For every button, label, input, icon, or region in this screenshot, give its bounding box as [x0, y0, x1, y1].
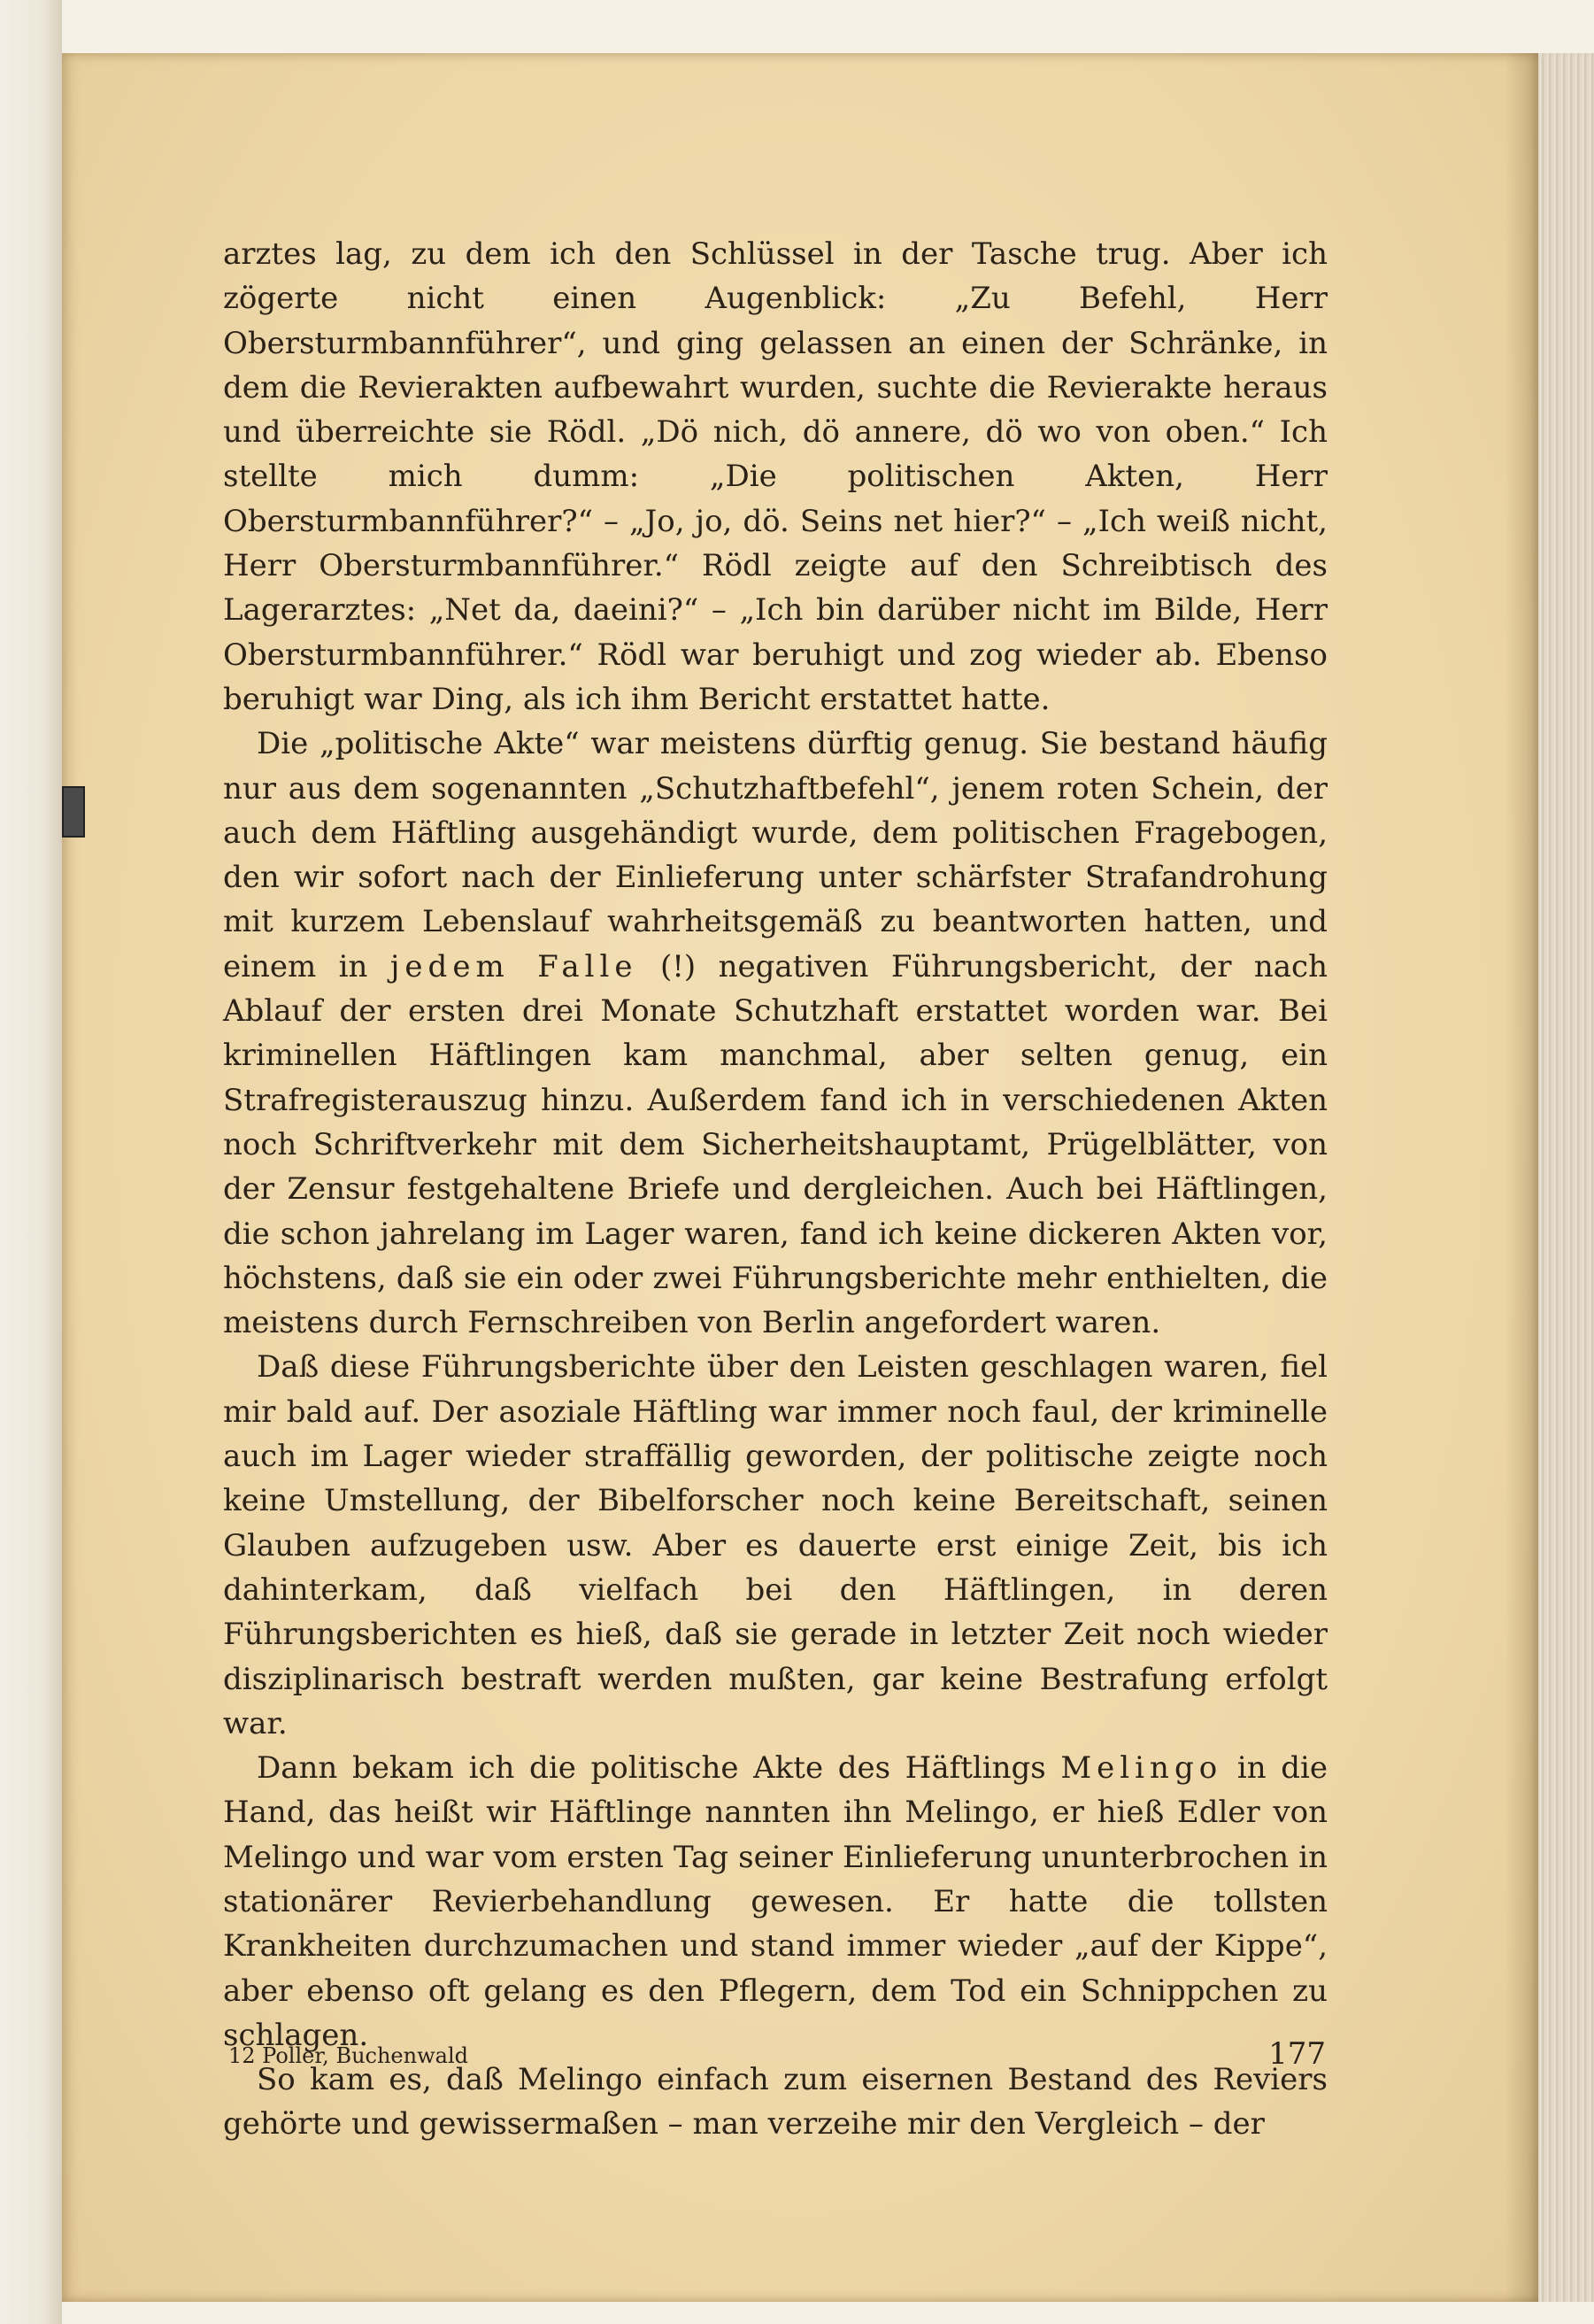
- page-shadow: [1505, 53, 1540, 2302]
- printer-signature: 12 Poller, Buchenwald: [228, 2043, 468, 2068]
- emphasis-spaced: jedem Falle: [389, 948, 638, 984]
- text-segment: Daß diese Führungsberichte über den Leisten geschlagen waren, fiel mir bald auf. Der asoziale Häftling war immer noch faul, der kriminelle auch im Lager wieder straffällig geworden, der politische zeigte noch keine Umstellung, der Bibelforscher noch keine Bereitschaft, seinen Glauben aufzugeben usw. Aber es dauerte erst einige Zeit, bis ich dahinterkam, daß vielfach bei den Häftlingen, in deren Führungsberichten es hieß, daß sie gerade in letzter Zeit noch wieder disziplinarisch bestraft werden mußten, gar keine Bestrafung erfolgt war.: [223, 1349, 1328, 1741]
- text-segment: Dann bekam ich die politische Akte des Häftlings: [257, 1750, 1061, 1787]
- text-segment: in die Hand, das heißt wir Häftlinge nannten ihn Melingo, er hieß Edler von Melingo und war vom ersten Tag seiner Einlieferung ununterbrochen in stationärer Revierbehandlung gewesen. Er hatte die tollsten Krankheiten durchzumachen und stand immer wieder „auf der Kippe“, aber ebenso oft gelang es den Pflegern, dem Tod ein Schnippchen zu schlagen.: [223, 1750, 1328, 2053]
- text-segment: (!) negativen Führungsbericht, der nach Ablauf der ersten drei Monate Schutzhaft erstattet worden war. Bei kriminellen Häftlingen kam manchmal, aber selten genug, ein Strafregisterauszug hinzu. Außerdem fand ich in verschiedenen Akten noch Schriftverkehr mit dem Sicherheitshauptamt, Prügelblätter, von der Zensur festgehaltene Briefe und dergleichen. Auch bei Häftlingen, die schon jahrelang im Lager waren, fand ich keine dickeren Akten vor, höchstens, daß sie ein oder zwei Führungsberichte mehr enthielten, die meistens durch Fernschreiben von Berlin angefordert waren.: [223, 948, 1328, 1341]
- margin-marker: [62, 786, 85, 838]
- page-footer: [228, 2036, 1326, 2072]
- page-number: 177: [1268, 2036, 1326, 2072]
- paragraph: [223, 1345, 1328, 1746]
- text-segment: arztes lag, zu dem ich den Schlüssel in der Tasche trug. Aber ich zögerte nicht einen Augenblick: „Zu Befehl, Herr Obersturmbannführer“, und ging gelassen an einen der Schränke, in dem die Revierakten aufbewahrt wurden, suchte die Revierakte heraus und überreichte sie Rödl. „Dö nich, dö annere, dö wo von oben.“ Ich stellte mich dumm: „Die politischen Akten, Herr Obersturmbannführer?“ – „Jo, jo, dö. Seins net hier?“ – „Ich weiß nicht, Herr Obersturmbannführer.“ Rödl zeigte auf den Schreibtisch des Lagerarztes: „Net da, daeini?“ – „Ich bin darüber nicht im Bilde, Herr Obersturmbannführer.“ Rödl war beruhigt und zog wieder ab. Ebenso beruhigt war Ding, als ich ihm Bericht erstattet hatte.: [223, 236, 1328, 717]
- paragraph: [223, 232, 1328, 722]
- text-segment: Die „politische Akte“ war meistens dürftig genug. Sie bestand häufig nur aus dem sogenannten „Schutzhaftbefehl“, jenem roten Schein, der auch dem Häftling ausgehändigt wurde, dem politischen Fragebogen, den wir sofort nach der Einlieferung unter schärfster Strafandrohung mit kurzem Lebenslauf wahrheitsgemäß zu beantworten hatten, und einem in: [223, 726, 1328, 984]
- text-segment: So kam es, daß Melingo einfach zum eisernen Bestand des Reviers gehörte und gewissermaßen – man verzeihe mir den Vergleich – der: [223, 2062, 1328, 2143]
- paragraph: [223, 722, 1328, 1345]
- book-cover-edge: [0, 0, 62, 2324]
- body-text: [223, 232, 1328, 2147]
- page-stack-edges: [1538, 53, 1594, 2302]
- emphasis-spaced: Melingo: [1060, 1750, 1223, 1787]
- paragraph: [223, 1746, 1328, 2058]
